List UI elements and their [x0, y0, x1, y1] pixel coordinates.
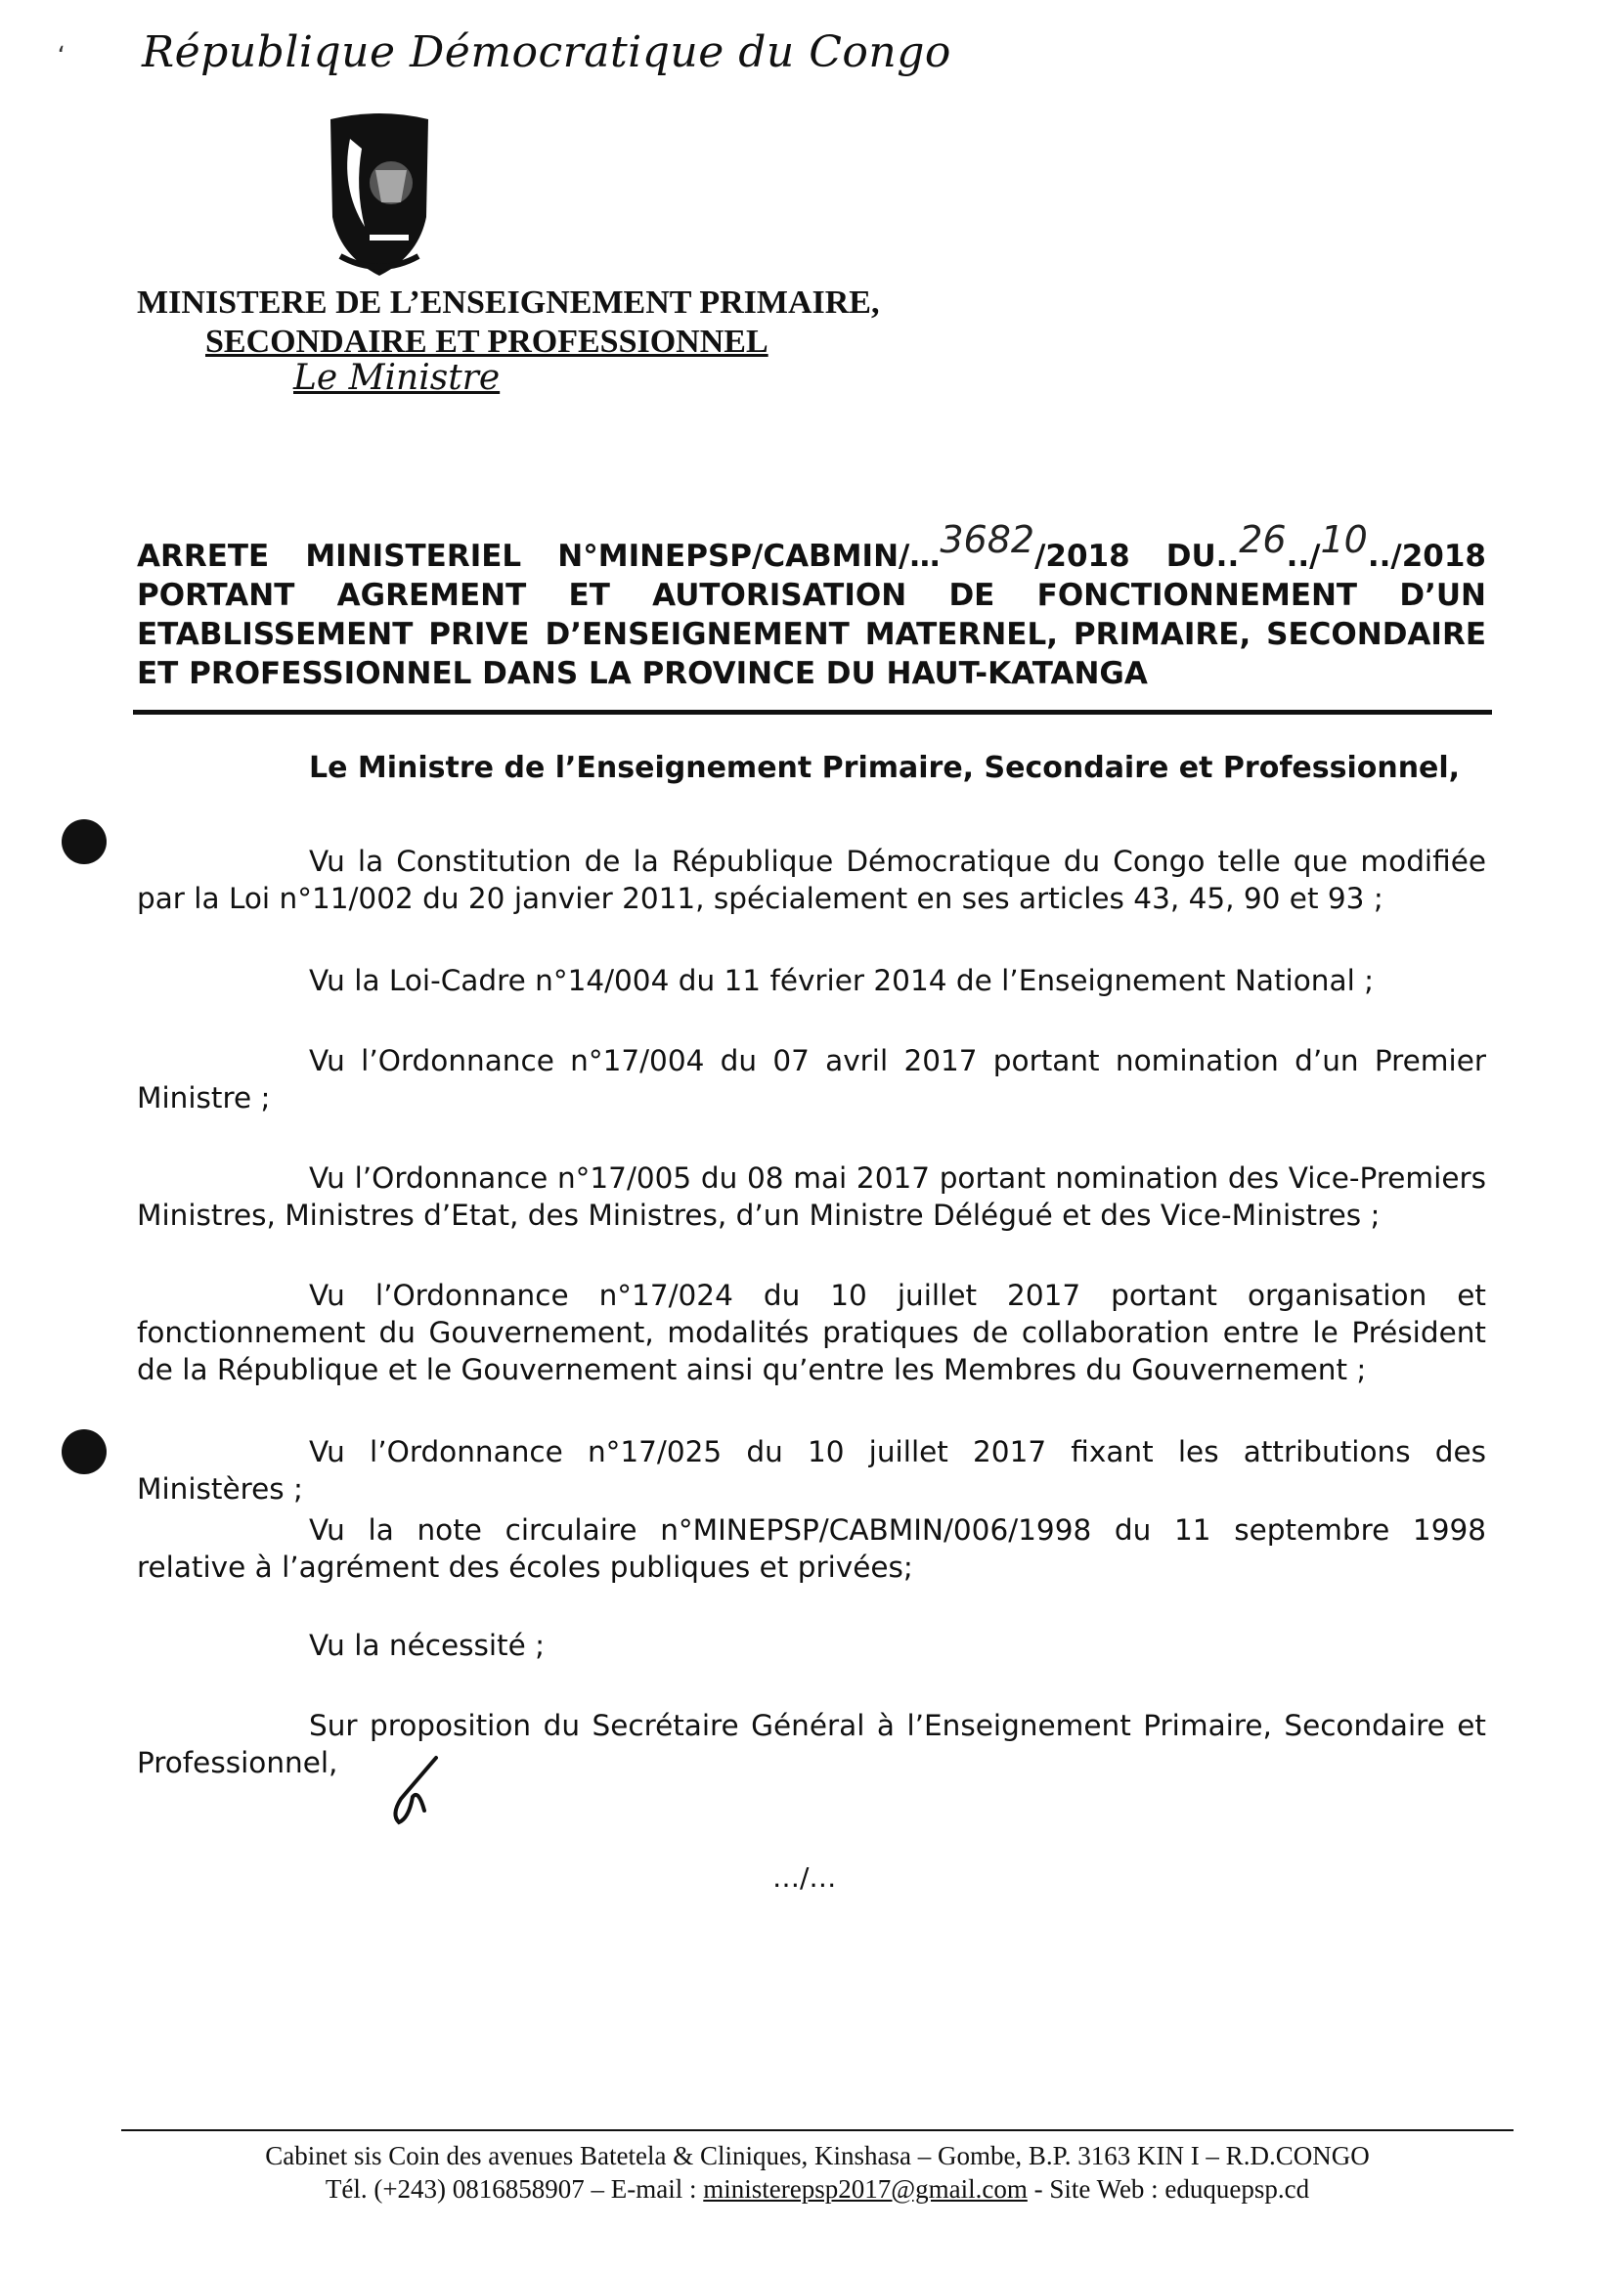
arrete-title: [137, 518, 1486, 693]
coat-of-arms-icon: [311, 109, 448, 281]
footer-contact: [121, 2172, 1514, 2206]
arrete-line-1: [137, 518, 1486, 576]
punch-hole-bottom: [62, 1429, 107, 1474]
ministry-line-1: MINISTERE DE L’ENSEIGNEMENT PRIMAIRE,: [137, 284, 880, 321]
ministry-line-2: SECONDAIRE ET PROFESSIONNEL: [205, 324, 768, 360]
consideration-1: Vu la Constitution de la République Démocratique du Congo telle que modifiée par la Loi n°11/002 du 20 janvier 2011, spécialement en ses articles 43, 45, 90 et 93 ;: [137, 845, 1486, 915]
arrete-number-suffix: /2018 DU: [1034, 539, 1216, 574]
arrete-day-handwritten: 26: [1239, 518, 1287, 561]
arrete-year: /2018: [1390, 539, 1486, 574]
arrete-line-4: ET PROFESSIONNEL DANS LA PROVINCE DU HAUT-KATANGA: [137, 656, 1148, 691]
arrete-month-handwritten: 10: [1320, 518, 1368, 561]
scan-mark: ،: [57, 29, 66, 59]
ministry-heading: [137, 284, 880, 362]
consideration-4: Vu l’Ordonnance n°17/005 du 08 mai 2017 portant nomination des Vice-Premiers Ministres, Ministres d’Etat, des Ministres, d’un Ministre Délégué et des Vice-Ministres ;: [137, 1161, 1486, 1232]
arrete-dots-1: …: [909, 539, 941, 574]
le-ministre-signature-title: Le Ministre: [293, 358, 501, 398]
footer-website: - Site Web : eduquepsp.cd: [1027, 2174, 1310, 2204]
arrete-number-prefix: ARRETE MINISTERIEL N°MINEPSP/CABMIN/: [137, 539, 910, 574]
footer: [121, 2139, 1514, 2206]
page-continuation: …/…: [772, 1861, 837, 1894]
arrete-line-2: PORTANT AGREMENT ET AUTORISATION DE FONCTIONNEMENT D’UN: [137, 578, 1486, 613]
footer-address: Cabinet sis Coin des avenues Batetela & Cliniques, Kinshasa – Gombe, B.P. 3163 KIN I – R.D.CONGO: [265, 2141, 1370, 2170]
minister-title: Le Ministre de l’Enseignement Primaire, Secondaire et Professionnel,: [309, 751, 1461, 785]
consideration-6: Vu l’Ordonnance n°17/025 du 10 juillet 2017 fixant les attributions des Ministères ;: [137, 1435, 1486, 1506]
title-divider: [133, 710, 1492, 715]
footer-divider: [121, 2129, 1514, 2131]
consideration-8: Vu la nécessité ;: [309, 1629, 546, 1662]
handwritten-initials-icon: [379, 1750, 448, 1828]
consideration-5: Vu l’Ordonnance n°17/024 du 10 juillet 2017 portant organisation et fonctionnement du Gouvernement, modalités pratiques de collaboration entre le Président de la République et le Gouvernement ainsi qu’entre les Membres du Gouvernement ;: [137, 1279, 1486, 1386]
arrete-line-3: ETABLISSEMENT PRIVE D’ENSEIGNEMENT MATERNEL, PRIMAIRE, SECONDAIRE: [137, 617, 1486, 652]
footer-tel: Tél. (+243) 0816858907 – E-mail :: [325, 2174, 704, 2204]
arrete-number-handwritten: 3682: [940, 518, 1035, 561]
footer-email-link[interactable]: ministerepsp2017@gmail.com: [703, 2174, 1028, 2204]
arrete-dots-2: ..: [1215, 539, 1240, 574]
arrete-dots-3: ../: [1286, 539, 1321, 574]
consideration-7: Vu la note circulaire n°MINEPSP/CABMIN/006/1998 du 11 septembre 1998 relative à l’agrément des écoles publiques et privées;: [137, 1513, 1486, 1584]
republic-heading: République Démocratique du Congo: [142, 27, 951, 77]
arrete-dots-4: ..: [1367, 539, 1391, 574]
punch-hole-top: [62, 819, 107, 864]
consideration-9: Sur proposition du Secrétaire Général à l’Enseignement Primaire, Secondaire et Professionnel,: [137, 1709, 1486, 1779]
consideration-2: Vu la Loi-Cadre n°14/004 du 11 février 2014 de l’Enseignement National ;: [309, 964, 1375, 997]
consideration-3: Vu l’Ordonnance n°17/004 du 07 avril 2017 portant nomination d’un Premier Ministre ;: [137, 1044, 1486, 1115]
